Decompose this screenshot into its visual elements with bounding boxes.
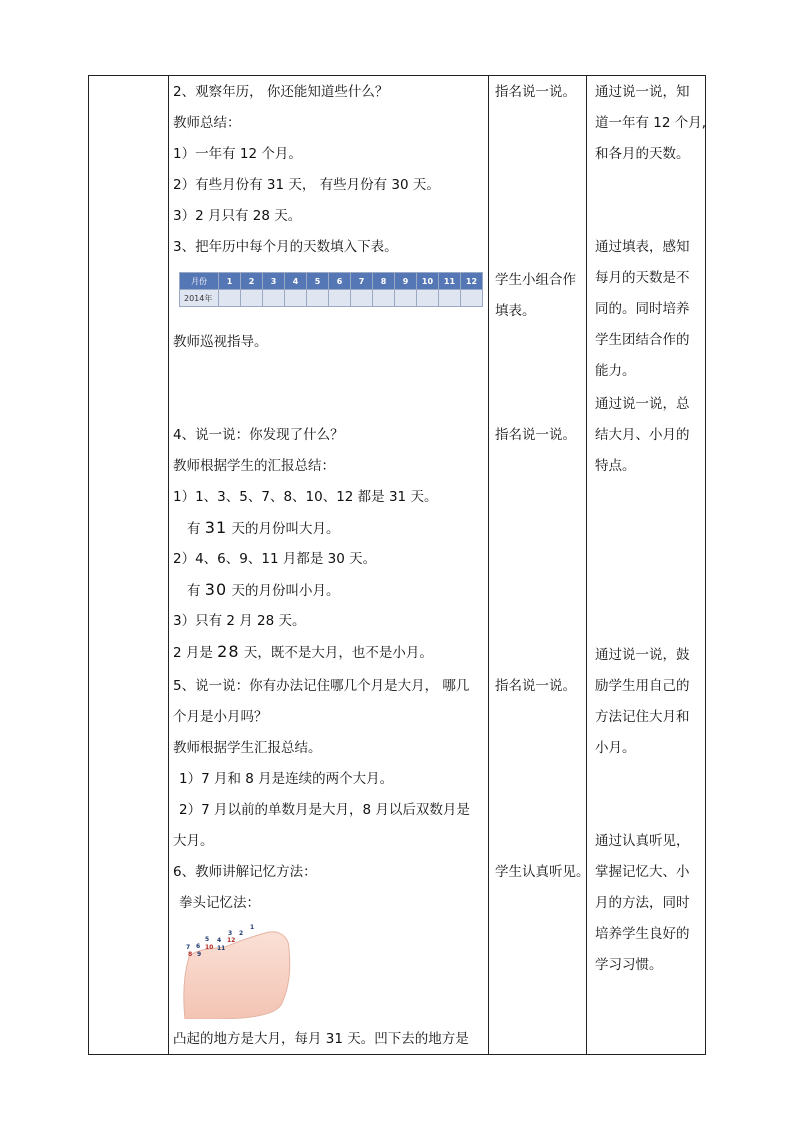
fist-label: 8 — [188, 951, 193, 958]
small-month-list: 2）4、6、9、11 月都是 30 天。 — [173, 551, 377, 567]
fist-label: 9 — [197, 951, 202, 958]
question-5: 5、说一说：你有办法记住哪几个月是大月， 哪几 — [173, 678, 470, 694]
purpose-5-line: 培养学生良好的 — [595, 926, 690, 942]
section-column — [89, 76, 168, 1054]
purpose-3-line: 特点。 — [595, 458, 636, 474]
calendar-blank-cell[interactable] — [373, 290, 395, 307]
question-5-continued: 个月是小月吗？ — [173, 709, 268, 725]
question-6: 6、教师讲解记忆方法： — [173, 864, 317, 880]
calendar-blank-cell[interactable] — [263, 290, 285, 307]
fist-label: 2 — [239, 930, 244, 937]
calendar-header-cell: 10 — [417, 273, 439, 290]
lesson-table — [88, 75, 706, 1055]
february-explanation: 2 月是 28 天，既不是大月，也不是小月。 — [173, 642, 433, 661]
column-divider — [168, 76, 169, 1054]
purpose-4-line: 方法记住大月和 — [595, 709, 690, 725]
purpose-5-line: 学习习惯。 — [595, 957, 663, 973]
calendar-blank-cell[interactable] — [285, 290, 307, 307]
student-activity-2-continued: 填表。 — [495, 303, 536, 319]
student-activity-4: 指名说一说。 — [495, 678, 576, 694]
memory-rule-2-continued: 大月。 — [173, 833, 214, 849]
calendar-blank-cell[interactable] — [307, 290, 329, 307]
calendar-header-cell: 12 — [461, 273, 483, 290]
calendar-header-cell: 1 — [219, 273, 241, 290]
calendar-header-cell: 9 — [395, 273, 417, 290]
memory-rule-2: 2）7 月以前的单数月是大月，8 月以后双数月是 — [179, 802, 470, 818]
calendar-blank-cell[interactable] — [241, 290, 263, 307]
big-month-definition: 有 31 天的月份叫大月。 — [187, 518, 340, 537]
fist-method-title: 拳头记忆法： — [179, 895, 260, 911]
purpose-4-line: 小月。 — [595, 740, 636, 756]
teacher-patrol: 教师巡视指导。 — [173, 334, 268, 350]
purpose-3-line: 通过说一说，总 — [595, 396, 690, 412]
purpose-2-line: 同的。同时培养 — [595, 301, 690, 317]
student-column — [495, 76, 590, 1054]
calendar-blank-cell[interactable] — [439, 290, 461, 307]
summary-item-2: 2）有些月份有 31 天， 有些月份有 30 天。 — [173, 177, 440, 193]
summary-report-2: 教师根据学生汇报总结。 — [173, 740, 322, 756]
calendar-table — [179, 272, 483, 307]
big-month-list: 1）1、3、5、7、8、10、12 都是 31 天。 — [173, 489, 438, 505]
fist-label: 5 — [205, 936, 210, 943]
fist-label: 6 — [196, 943, 201, 950]
calendar-header-cell: 2 — [241, 273, 263, 290]
teacher-summary-label: 教师总结： — [173, 115, 241, 131]
fist-label: 4 — [217, 937, 222, 944]
calendar-row-label: 2014年 — [180, 290, 219, 307]
teaching-column — [173, 76, 485, 1054]
purpose-5-line: 掌握记忆大、小 — [595, 864, 690, 880]
question-4: 4、说一说：你发现了什么？ — [173, 427, 344, 443]
summary-item-3: 3）2 月只有 28 天。 — [173, 208, 302, 224]
student-activity-3: 指名说一说。 — [495, 427, 576, 443]
question-3: 3、把年历中每个月的天数填入下表。 — [173, 239, 398, 255]
calendar-row — [180, 290, 483, 307]
fist-label: 3 — [228, 930, 233, 937]
small-month-definition: 有 30 天的月份叫小月。 — [187, 580, 340, 599]
february-line: 3）只有 2 月 28 天。 — [173, 613, 306, 629]
purpose-5-line: 月的方法，同时 — [595, 895, 690, 911]
calendar-header-cell: 3 — [263, 273, 285, 290]
purpose-2-line: 能力。 — [595, 363, 636, 379]
purpose-4-line: 通过说一说，鼓 — [595, 647, 690, 663]
purpose-4-line: 励学生用自己的 — [595, 678, 690, 694]
fist-illustration — [181, 919, 291, 1019]
student-activity-5: 学生认真听见。 — [495, 864, 590, 880]
fist-label: 1 — [250, 924, 255, 931]
purpose-1-line: 通过说一说，知 — [595, 84, 690, 100]
calendar-header-cell: 4 — [285, 273, 307, 290]
calendar-header-cell: 8 — [373, 273, 395, 290]
purpose-1-line: 和各月的天数。 — [595, 146, 690, 162]
purpose-1-line: 道一年有 12 个月, — [595, 115, 707, 131]
calendar-blank-cell[interactable] — [351, 290, 373, 307]
column-divider — [488, 76, 489, 1054]
calendar-blank-cell[interactable] — [461, 290, 483, 307]
fist-label: 11 — [217, 945, 226, 952]
question-2: 2、观察年历， 你还能知道些什么？ — [173, 84, 389, 100]
purpose-2-line: 每月的天数是不 — [595, 270, 690, 286]
student-activity-1: 指名说一说。 — [495, 84, 576, 100]
student-activity-2: 学生小组合作 — [495, 272, 576, 288]
calendar-header-row — [180, 273, 483, 290]
purpose-2-line: 学生团结合作的 — [595, 332, 690, 348]
summary-by-report: 教师根据学生的汇报总结： — [173, 458, 335, 474]
purpose-column — [595, 76, 705, 1054]
fist-label: 7 — [186, 944, 191, 951]
fist-label: 12 — [227, 937, 236, 944]
memory-rule-1: 1）7 月和 8 月是连续的两个大月。 — [179, 771, 394, 787]
calendar-blank-cell[interactable] — [417, 290, 439, 307]
calendar-header-cell: 5 — [307, 273, 329, 290]
calendar-blank-cell[interactable] — [329, 290, 351, 307]
calendar-header-cell: 月份 — [180, 273, 219, 290]
calendar-header-cell: 6 — [329, 273, 351, 290]
fist-label: 10 — [205, 944, 214, 951]
calendar-header-cell: 11 — [439, 273, 461, 290]
summary-item-1: 1）一年有 12 个月。 — [173, 146, 302, 162]
calendar-blank-cell[interactable] — [219, 290, 241, 307]
purpose-3-line: 结大月、小月的 — [595, 427, 690, 443]
calendar-blank-cell[interactable] — [395, 290, 417, 307]
calendar-header-cell: 7 — [351, 273, 373, 290]
purpose-2-line: 通过填表，感知 — [595, 239, 690, 255]
purpose-5-line: 通过认真听见， — [595, 833, 690, 849]
fist-explanation: 凸起的地方是大月，每月 31 天。凹下去的地方是 — [173, 1031, 469, 1047]
